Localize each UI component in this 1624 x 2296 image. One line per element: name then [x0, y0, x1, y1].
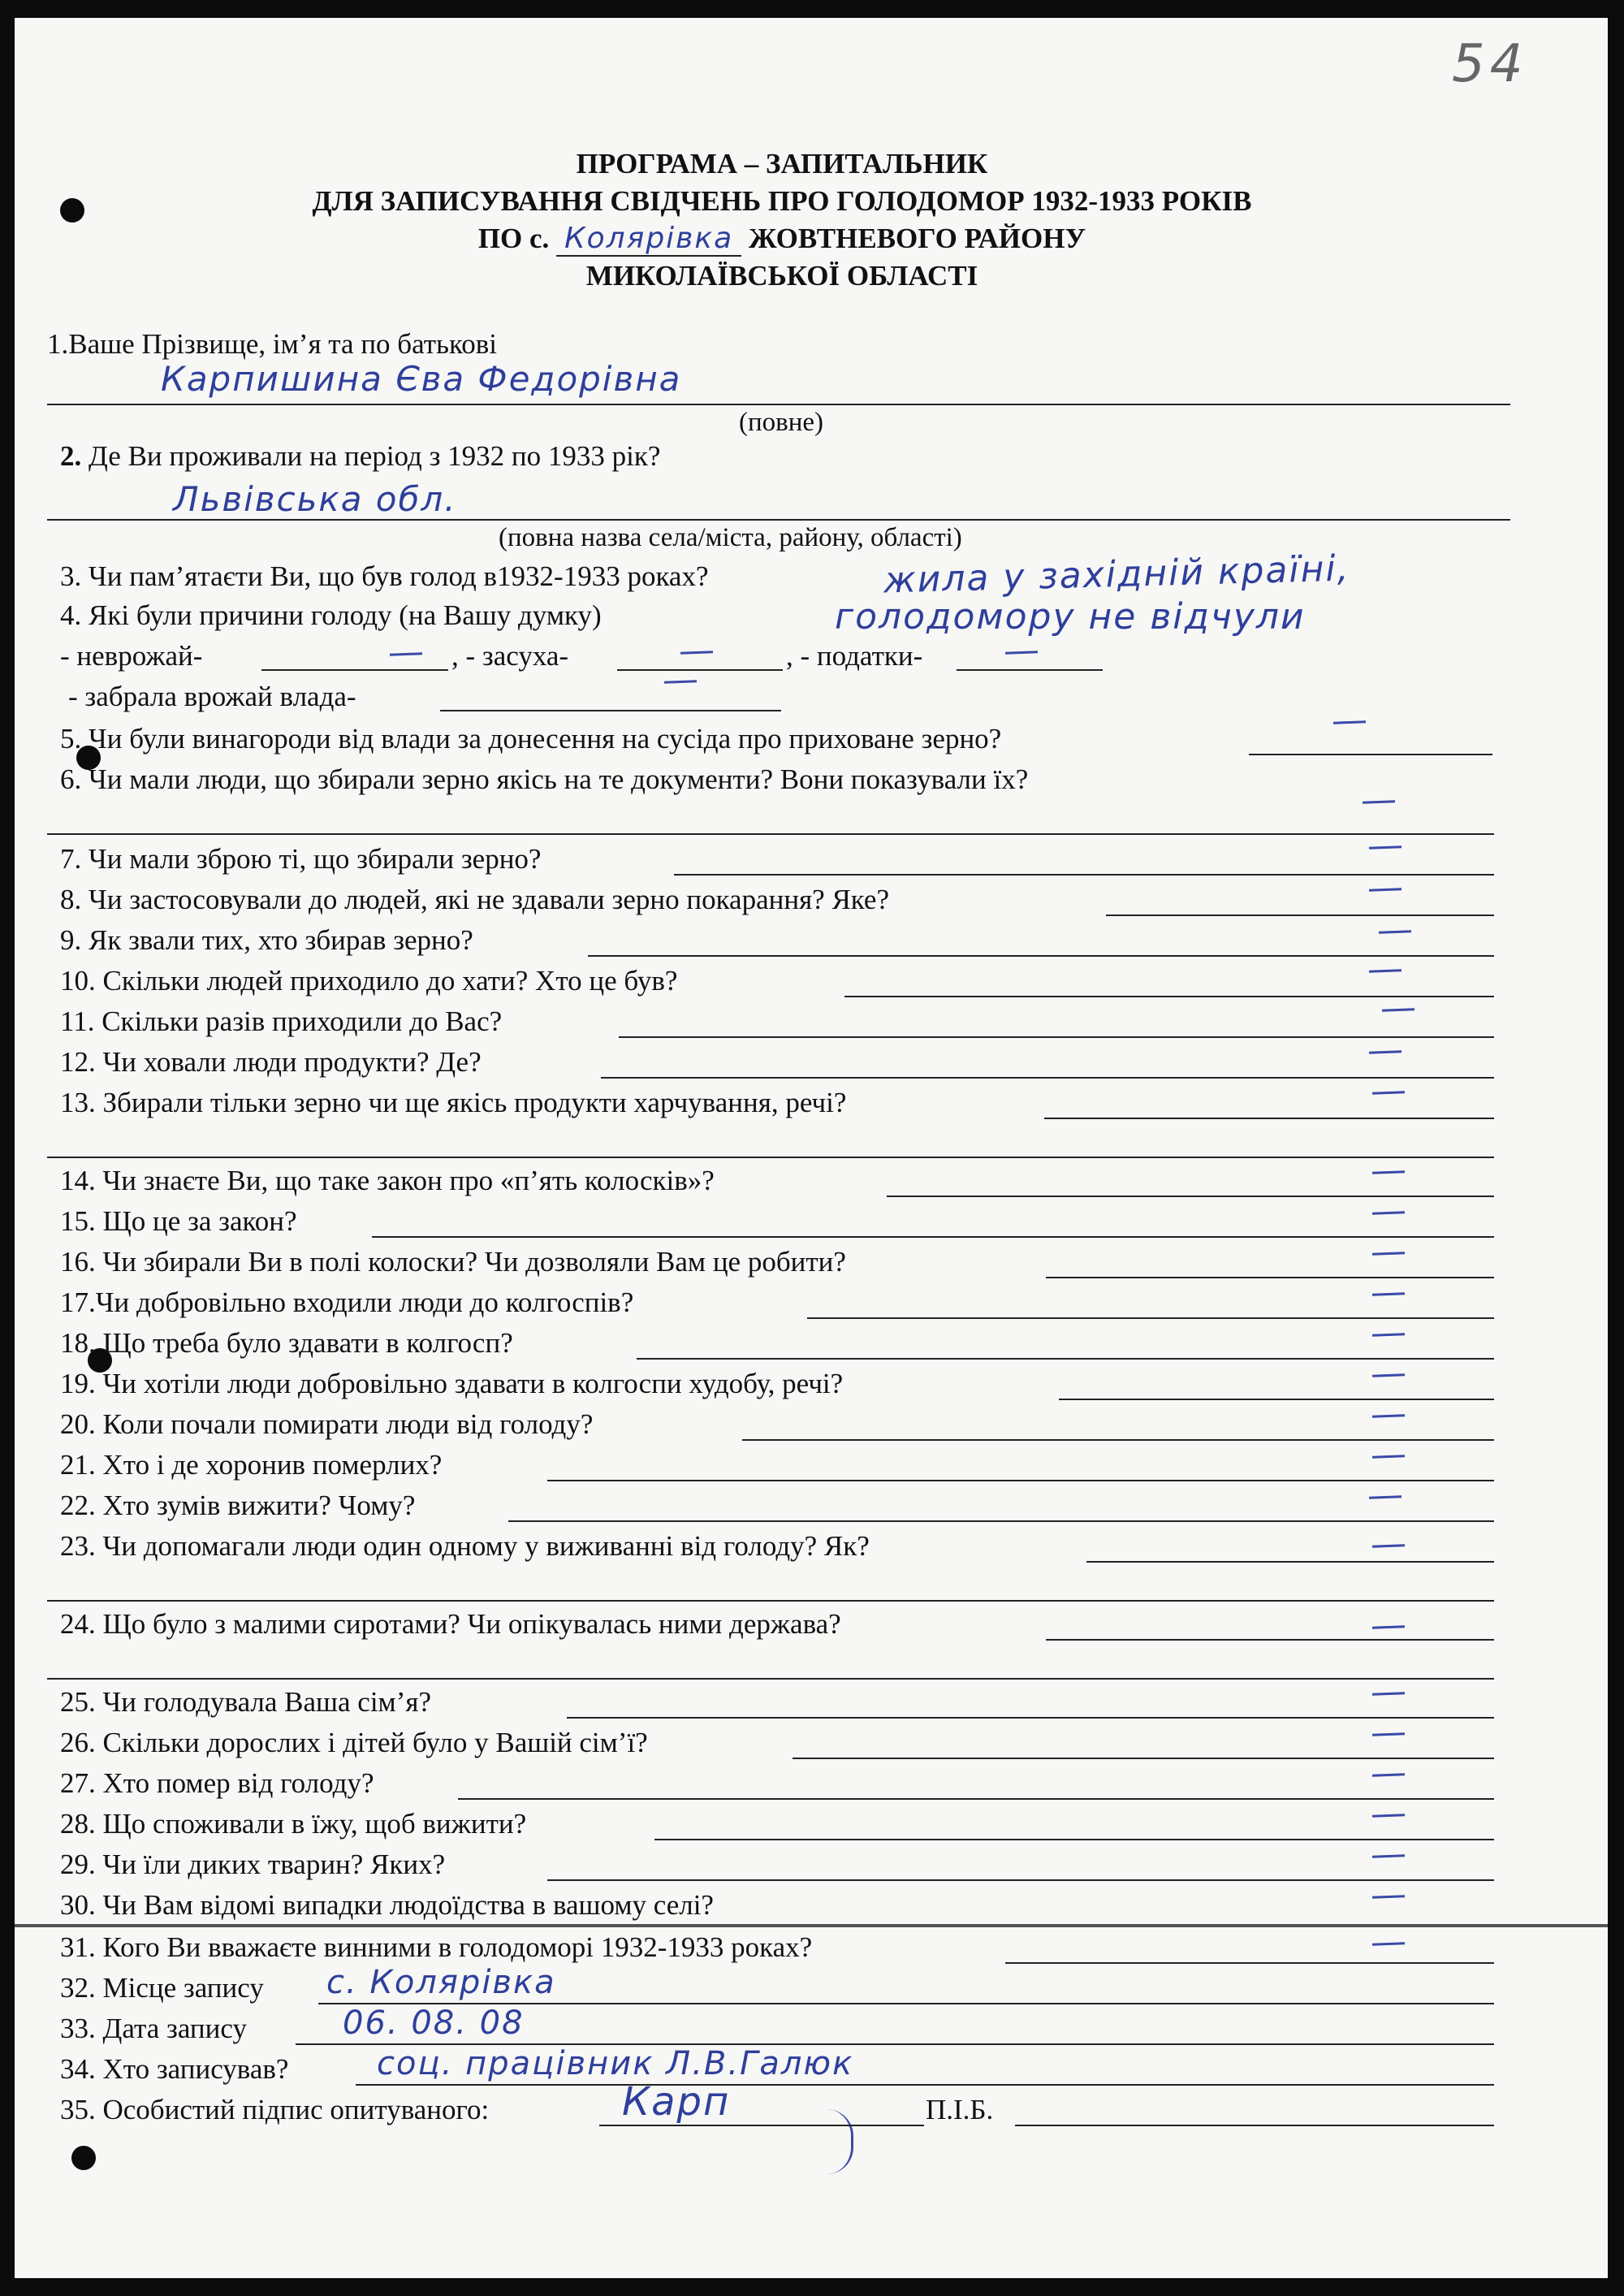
answer-13-line-2: [47, 1157, 1494, 1158]
question-12: 12. Чи ховали люди продукти? Де?: [60, 1046, 482, 1078]
answer-6-line: [47, 833, 1494, 835]
respondent-signature: Карп: [622, 2079, 731, 2125]
answer-34-recorder: соц. працівник Л.В.Галюк: [377, 2045, 854, 2082]
question-14: 14. Чи знаєте Ви, що таке закон про «п’ять колосків»?: [60, 1165, 715, 1196]
answer-24-line-1: [1046, 1639, 1494, 1641]
answer-19-dash: [1372, 1373, 1405, 1377]
option-crop-failure-dash: [390, 652, 422, 655]
answer-16-line: [1046, 1277, 1494, 1278]
question-29: 29. Чи їли диких тварин? Яких?: [60, 1848, 446, 1880]
question-34: 34. Хто записував?: [60, 2053, 289, 2085]
answer-2-line: [47, 519, 1510, 521]
answer-5-line: [1249, 754, 1492, 755]
full-name-line: [1015, 2125, 1494, 2126]
question-11: 11. Скільки разів приходили до Вас?: [60, 1005, 503, 1037]
question-23: 23. Чи допомагали люди один одному у виживанні від голоду? Як?: [60, 1530, 870, 1562]
answer-26-line: [793, 1758, 1494, 1759]
answer-6-dash: [1363, 800, 1395, 803]
title-line-3: [15, 221, 1549, 257]
question-6: 6. Чи мали люди, що збирали зерно якісь на те документи? Вони показували їх?: [60, 763, 1029, 795]
answer-3-line-2: голодомору не відчули: [835, 596, 1306, 638]
option-drought-line: [617, 669, 783, 671]
question-15: 15. Що це за закон?: [60, 1205, 297, 1237]
question-2-note: (повна назва села/міста, району, області): [499, 523, 962, 552]
question-21: 21. Хто і де хоронив померлих?: [60, 1449, 443, 1481]
answer-23-line-2: [47, 1600, 1494, 1602]
answer-3-line-1: жила у західній країні,: [883, 547, 1351, 602]
question-7: 7. Чи мали зброю ті, що збирали зерно?: [60, 843, 542, 875]
signature-line: [599, 2125, 924, 2126]
question-4: 4. Які були причини голоду (на Вашу думку): [60, 599, 602, 631]
answer-34-line: [356, 2084, 1494, 2086]
question-35: 35. Особистий підпис опитуваного:: [60, 2094, 490, 2125]
answer-23-dash: [1372, 1544, 1405, 1547]
answer-17-line: [807, 1317, 1494, 1319]
answer-5-dash: [1333, 720, 1366, 724]
answer-15-dash: [1372, 1211, 1405, 1214]
question-9: 9. Як звали тих, хто збирав зерно?: [60, 924, 473, 956]
answer-1-line: [47, 404, 1510, 405]
question-4-option-drought: , - засуха-: [451, 640, 569, 672]
answer-20-dash: [1372, 1414, 1405, 1417]
answer-27-line: [458, 1798, 1494, 1800]
answer-29-dash: [1372, 1854, 1405, 1857]
question-5: 5. Чи були винагороди від влади за донесення на сусіда про приховане зерно?: [60, 723, 1002, 755]
question-20: 20. Коли почали помирати люди від голоду?: [60, 1408, 594, 1440]
question-30: 30. Чи Вам відомі випадки людоїдства в вашому селі?: [60, 1889, 714, 1921]
question-31: 31. Кого Ви вважаєте винними в голодоморі 1932-1933 роках?: [60, 1931, 813, 1963]
answer-12-line: [601, 1077, 1494, 1079]
answer-21-line: [547, 1480, 1494, 1481]
title-district: ЖОВТНЕВОГО РАЙОНУ: [748, 223, 1086, 254]
answer-25-line: [567, 1717, 1494, 1719]
signature-stroke: [827, 2109, 853, 2174]
answer-31-line: [1005, 1962, 1494, 1964]
answer-24-dash: [1372, 1625, 1405, 1628]
answer-10-line: [844, 996, 1494, 997]
question-4-option-crop-failure: - неврожай-: [60, 640, 203, 672]
answer-21-dash: [1372, 1455, 1405, 1458]
question-17: 17.Чи добровільно входили люди до колгоспів?: [60, 1286, 634, 1318]
question-2-text: Де Ви проживали на період з 1932 по 1933 рік?: [89, 440, 661, 472]
answer-8-dash: [1369, 888, 1402, 891]
question-8: 8. Чи застосовували до людей, які не здавали зерно покарання? Яке?: [60, 884, 889, 915]
answer-9-dash: [1379, 930, 1411, 933]
question-2: [60, 440, 660, 473]
answer-22-line: [508, 1520, 1494, 1522]
question-28: 28. Що споживали в їжу, щоб вижити?: [60, 1808, 527, 1840]
question-3: 3. Чи пам’ятаєти Ви, що був голод в1932-1933 роках?: [60, 560, 709, 592]
title-line-2: ДЛЯ ЗАПИСУВАННЯ СВІДЧЕНЬ ПРО ГОЛОДОМОР 1932-1933 РОКІВ: [312, 185, 1252, 217]
answer-29-line: [547, 1879, 1494, 1881]
punch-hole-bottom: [71, 2146, 96, 2170]
answer-11-line: [619, 1036, 1494, 1038]
question-4-option-seized-by-authorities: - забрала врожай влада-: [68, 681, 356, 712]
question-10: 10. Скільки людей приходило до хати? Хто це був?: [60, 965, 678, 997]
answer-22-dash: [1369, 1495, 1402, 1498]
page-number: 54: [1452, 34, 1528, 94]
option-drought-dash: [680, 651, 713, 654]
option-taxes-dash: [1005, 651, 1038, 654]
questionnaire-sheet: [15, 18, 1608, 2278]
answer-31-dash: [1372, 1942, 1405, 1945]
option-crop-failure-line: [261, 669, 448, 671]
answer-25-dash: [1372, 1692, 1405, 1695]
answer-1-name: Карпишина Єва Федорівна: [161, 359, 682, 399]
question-18: 18. Що треба було здавати в колгосп?: [60, 1327, 513, 1359]
village-handwritten: Колярівка: [556, 222, 741, 257]
answer-32-place: с. Колярівка: [326, 1964, 556, 2001]
answer-33-date: 06. 08. 08: [343, 2004, 525, 2042]
answer-8-line: [1106, 915, 1494, 916]
question-33: 33. Дата запису: [60, 2013, 247, 2044]
answer-18-dash: [1372, 1333, 1405, 1336]
question-4-option-taxes: , - податки-: [786, 640, 923, 672]
answer-26-dash: [1372, 1732, 1405, 1736]
answer-7-line: [674, 874, 1494, 876]
question-19: 19. Чи хотіли люди добровільно здавати в колгоспи худобу, речі?: [60, 1368, 844, 1399]
answer-19-line: [1059, 1399, 1494, 1400]
option-taxes-line: [957, 669, 1103, 671]
answer-28-dash: [1372, 1814, 1405, 1817]
title-line-4: МИКОЛАЇВСЬКОЇ ОБЛАСТІ: [585, 260, 978, 292]
answer-9-line: [588, 955, 1494, 957]
answer-15-line: [372, 1236, 1494, 1238]
question-13: 13. Збирали тільки зерно чи ще якісь продукти харчування, речі?: [60, 1087, 847, 1118]
answer-13-dash: [1372, 1091, 1405, 1094]
title-village-prefix: ПО с.: [477, 223, 550, 254]
question-2-number: 2.: [60, 440, 82, 472]
answer-2-place: Львівська обл.: [173, 479, 457, 519]
option-seized-dash: [664, 680, 697, 683]
answer-30-dash: [1372, 1895, 1405, 1898]
question-26: 26. Скільки дорослих і дітей було у Вашій сім’ї?: [60, 1727, 648, 1758]
question-22: 22. Хто зумів вижити? Чому?: [60, 1490, 416, 1521]
page-fold-line: [15, 1924, 1608, 1927]
answer-23-line-1: [1086, 1561, 1494, 1563]
answer-27-dash: [1372, 1773, 1405, 1776]
answer-20-line: [742, 1439, 1494, 1441]
answer-10-dash: [1369, 969, 1402, 972]
question-24: 24. Що було з малими сиротами? Чи опікувалась ними держава?: [60, 1608, 841, 1640]
answer-12-dash: [1369, 1050, 1402, 1053]
answer-7-dash: [1369, 845, 1402, 849]
question-25: 25. Чи голодувала Ваша сім’я?: [60, 1686, 431, 1718]
question-1: 1.Ваше Прізвище, ім’я та по батькові: [47, 328, 497, 360]
question-27: 27. Хто помер від голоду?: [60, 1767, 374, 1799]
answer-11-dash: [1382, 1008, 1415, 1011]
full-name-label: П.І.Б.: [926, 2094, 994, 2125]
title-line-1: ПРОГРАМА – ЗАПИТАЛЬНИК: [576, 148, 988, 179]
answer-18-line: [637, 1358, 1494, 1360]
answer-28-line: [654, 1839, 1494, 1840]
answer-13-line-1: [1044, 1118, 1494, 1119]
question-16: 16. Чи збирали Ви в полі колоски? Чи дозволяли Вам це робити?: [60, 1246, 846, 1278]
question-1-note: (повне): [739, 408, 824, 437]
option-seized-line: [440, 710, 781, 711]
answer-24-line-2: [47, 1678, 1494, 1680]
question-32: 32. Місце запису: [60, 1972, 264, 2004]
answer-16-dash: [1372, 1252, 1405, 1255]
answer-17-dash: [1372, 1292, 1405, 1295]
answer-14-line: [887, 1196, 1494, 1197]
answer-14-dash: [1372, 1170, 1405, 1174]
